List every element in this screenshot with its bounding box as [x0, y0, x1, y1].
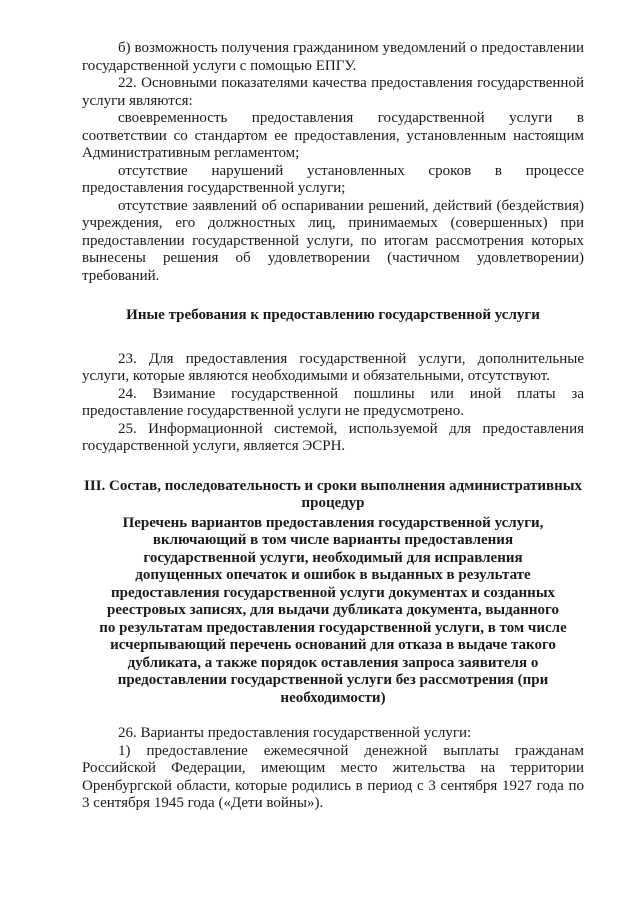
paragraph-no-complaints: отсутствие заявлений об оспаривании решений, действий (бездействия) учреждения, его должностных лиц, принимаемых (совершенных) при предоставлении государственной услуги, по итогам рассмотрения которых вынесены решения об удовлетворении (частичном удовлетворении) требований. — [82, 197, 584, 284]
paragraph-25: 25. Информационной системой, используемой для предоставления государственной услуги, является ЭСРН. — [82, 420, 584, 454]
heading-section-iii: III. Состав, последовательность и сроки выполнения административных процедур — [84, 477, 582, 511]
paragraph-24: 24. Взимание государственной пошлины или иной платы за предоставление государственной услуги не предусмотрено. — [82, 385, 584, 419]
paragraph-variant-1: 1) предоставление ежемесячной денежной выплаты гражданам Российской Федерации, имеющим место жительства на территории Оренбургской области, которые родились в период с 3 сентября 1927 года по 3 сентября 1945 года («Дети войны»). — [82, 742, 584, 811]
paragraph-no-violations: отсутствие нарушений установленных сроков в процессе предоставления государственной услуги; — [82, 162, 584, 196]
paragraph-notification: б) возможность получения гражданином уведомлений о предоставлении государственной услуги с помощью ЕПГУ. — [82, 40, 584, 74]
paragraph-timeliness: своевременность предоставления государственной услуги в соответствии со стандартом ее предоставления, установленным настоящим Административным регламентом; — [82, 110, 584, 161]
paragraph-26: 26. Варианты предоставления государственной услуги: — [118, 725, 472, 741]
heading-variants-list: Перечень вариантов предоставления государственной услуги, включающий в том числе варианты предоставления государственной услуги, необходимый для исправления допущенных опечаток и ошибок в выданных в результате предоставления государственной услуги документах и созданных реестровых записях, для выдачи дубликата документа, выданного по результатам предоставления государственной услуги, в том числе исчерпывающий перечень оснований для отказа в выдаче такого дубликата, а также порядок оставления запроса заявителя о предоставлении государственной услуги без рассмотрения (при необходимости) — [99, 514, 567, 706]
document-page — [82, 40, 584, 813]
paragraph-23: 23. Для предоставления государственной услуги, дополнительные услуги, которые являются необходимыми и обязательными, отсутствуют. — [82, 350, 584, 384]
paragraph-22: 22. Основными показателями качества предоставления государственной услуги являются: — [82, 75, 584, 109]
heading-other-requirements: Иные требования к предоставлению государственной услуги — [126, 307, 540, 323]
